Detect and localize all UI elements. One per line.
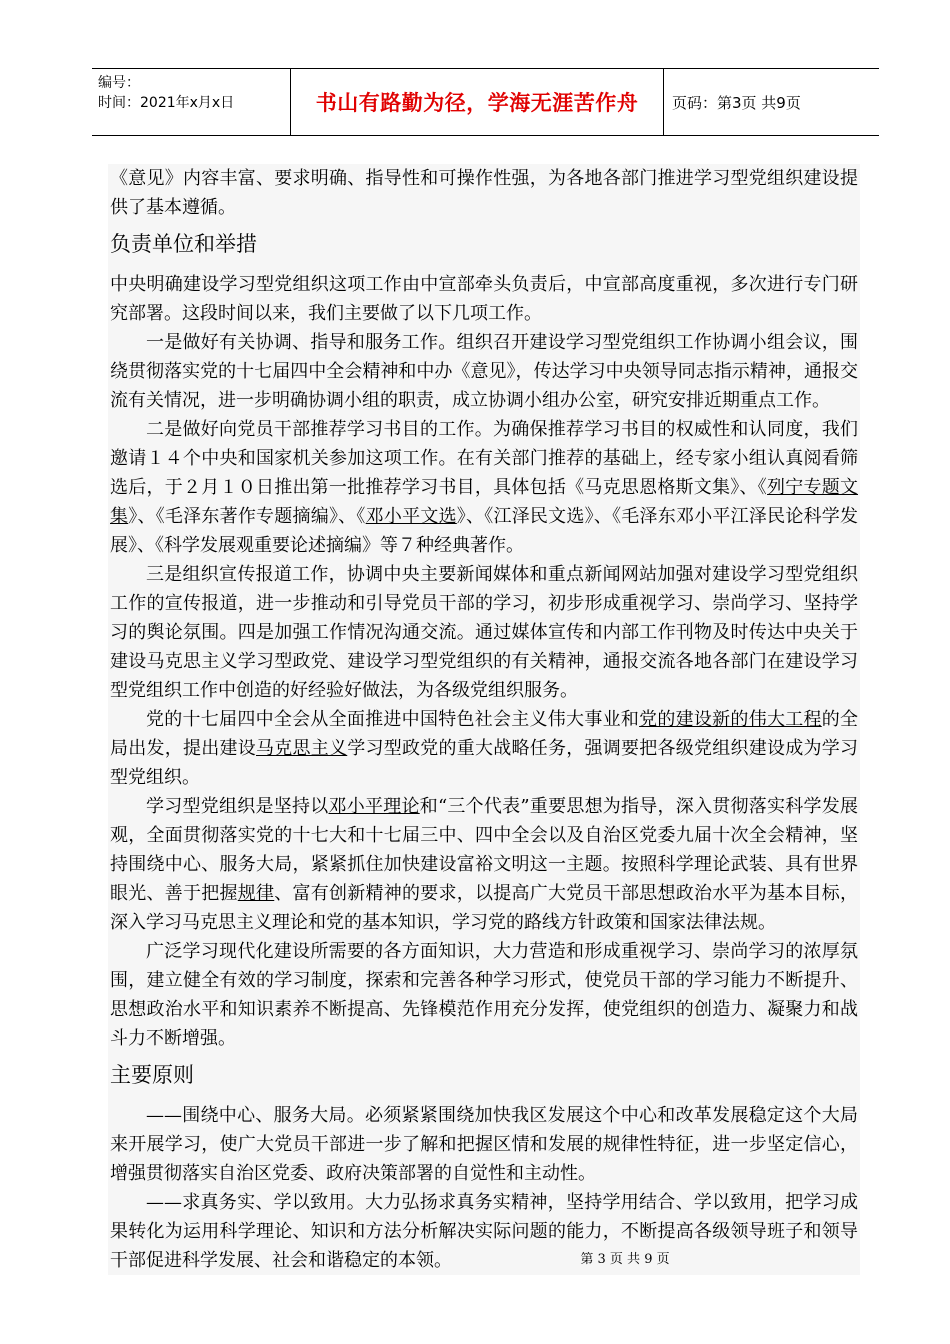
- page-header: [92, 68, 879, 136]
- link-guilv[interactable]: 规律: [237, 883, 275, 904]
- time-label: 时间：2021年x月x日: [98, 95, 235, 111]
- paragraph: 三是组织宣传报道工作，协调中央主要新闻媒体和重点新闻网站加强对建设学习型党组织工作的宣传报道，进一步推动和引导党员干部的学习，初步形成重视学习、崇尚学习、坚持学习的舆论氛围。四是加强工作情况沟通交流。通过媒体宣传和内部工作刊物及时传达中央关于建设马克思主义学习型政党、建设学习型党组织的有关精神，通报交流各地各部门在建设学习型党组织工作中创造的好经验好做法，为各级党组织服务。: [110, 564, 858, 701]
- text-run: 的全局出发，提出建设: [110, 709, 859, 759]
- section-heading: 主要原则: [110, 1063, 194, 1087]
- paragraph: [108, 705, 860, 792]
- header-page-label: 页码：第3页 共9页: [672, 93, 801, 112]
- link-party-building-project[interactable]: 党的建设新的伟大工程: [639, 709, 822, 730]
- header-motto: 书山有路勤为径，学海无涯苦作舟: [315, 91, 639, 115]
- number-label: 编号：: [98, 75, 140, 91]
- document-body: [108, 164, 860, 1275]
- section-heading: 负责单位和举措: [110, 232, 257, 256]
- paragraph: ——求真务实、学以致用。大力弘扬求真务实精神，坚持学用结合、学以致用，把学习成果转化为运用科学理论、知识和方法分析解决实际问题的能力，不断提高各级领导班子和领导干部促进科学发展、社会和谐稳定的本领。: [110, 1192, 858, 1271]
- text-run: 二是做好向党员干部推荐学习书目的工作。为确保推荐学习书目的权威性和认同度，我们邀请１４个中央和国家机关参加这项工作。在有关部门推荐的基础上，经专家小组认真阅看筛选后，于２月１０日推出第一批推荐学习书目，具体包括《马克思恩格斯文集》、《: [110, 419, 858, 498]
- text-run: 党的十七届四中全会从全面推进中国特色社会主义伟大事业和: [146, 709, 640, 730]
- header-divider: [663, 69, 664, 135]
- text-run: 》、《毛泽东著作专题摘编》、《: [128, 506, 366, 527]
- link-dengxiaoping-wenxuan[interactable]: 邓小平文选: [365, 506, 457, 527]
- header-meta: [98, 73, 288, 113]
- text-run: 》、《江泽民文选》、《毛泽东邓小平江泽民论科学发展》、《科学发展观重要论述摘编》等７种经典著作。: [110, 506, 859, 556]
- text-run: 和“三个代表”重要思想为指导，深入贯彻落实科学发展观，全面贯彻落实党的十七大和十七届三中、四中全会以及自治区党委九届十次全会精神，坚持围绕中心、服务大局，紧紧抓住加快建设富裕文明这一主题。按照科学理论武装、具有世界眼光、善于把握: [110, 796, 859, 904]
- paragraph: 一是做好有关协调、指导和服务工作。组织召开建设学习型党组织工作协调小组会议，围绕贯彻落实党的十七届四中全会精神和中办《意见》，传达学习中央领导同志指示精神，通报交流有关情况，进一步明确协调小组的职责，成立协调小组办公室，研究安排近期重点工作。: [110, 332, 858, 411]
- page-footer: 第 3 页 共 9 页: [580, 1252, 670, 1267]
- paragraph: [108, 415, 860, 560]
- text-run: 、富有创新精神的要求，以提高广大党员干部思想政治水平为基本目标，深入学习马克思主义理论和党的基本知识，学习党的路线方针政策和国家法律法规。: [110, 883, 858, 933]
- paragraph: [108, 792, 860, 937]
- text-run: 学习型政党的重大战略任务，强调要把各级党组织建设成为学习型党组织。: [110, 738, 858, 788]
- text-run: 学习型党组织是坚持以: [146, 796, 329, 817]
- link-dengxiaoping-theory[interactable]: 邓小平理论: [328, 796, 420, 817]
- paragraph: ——围绕中心、服务大局。必须紧紧围绕加快我区发展这个中心和改革发展稳定这个大局来开展学习，使广大党员干部进一步了解和把握区情和发展的规律性特征，进一步坚定信心，增强贯彻落实自治区党委、政府决策部署的自觉性和主动性。: [110, 1105, 858, 1184]
- paragraph: 广泛学习现代化建设所需要的各方面知识，大力营造和形成重视学习、崇尚学习的浓厚氛围，建立健全有效的学习制度，探索和完善各种学习形式，使党员干部的学习能力不断提升、思想政治水平和知识素养不断提高、先锋模范作用充分发挥，使党组织的创造力、凝聚力和战斗力不断增强。: [110, 941, 858, 1049]
- paragraph: 中央明确建设学习型党组织这项工作由中宣部牵头负责后，中宣部高度重视，多次进行专门研究部署。这段时间以来，我们主要做了以下几项工作。: [110, 274, 858, 324]
- paragraph: 《意见》内容丰富、要求明确、指导性和可操作性强，为各地各部门推进学习型党组织建设提供了基本遵循。: [110, 168, 858, 218]
- link-marxism[interactable]: 马克思主义: [256, 738, 348, 759]
- link-liening-wenji[interactable]: 列宁专题文集: [110, 477, 859, 527]
